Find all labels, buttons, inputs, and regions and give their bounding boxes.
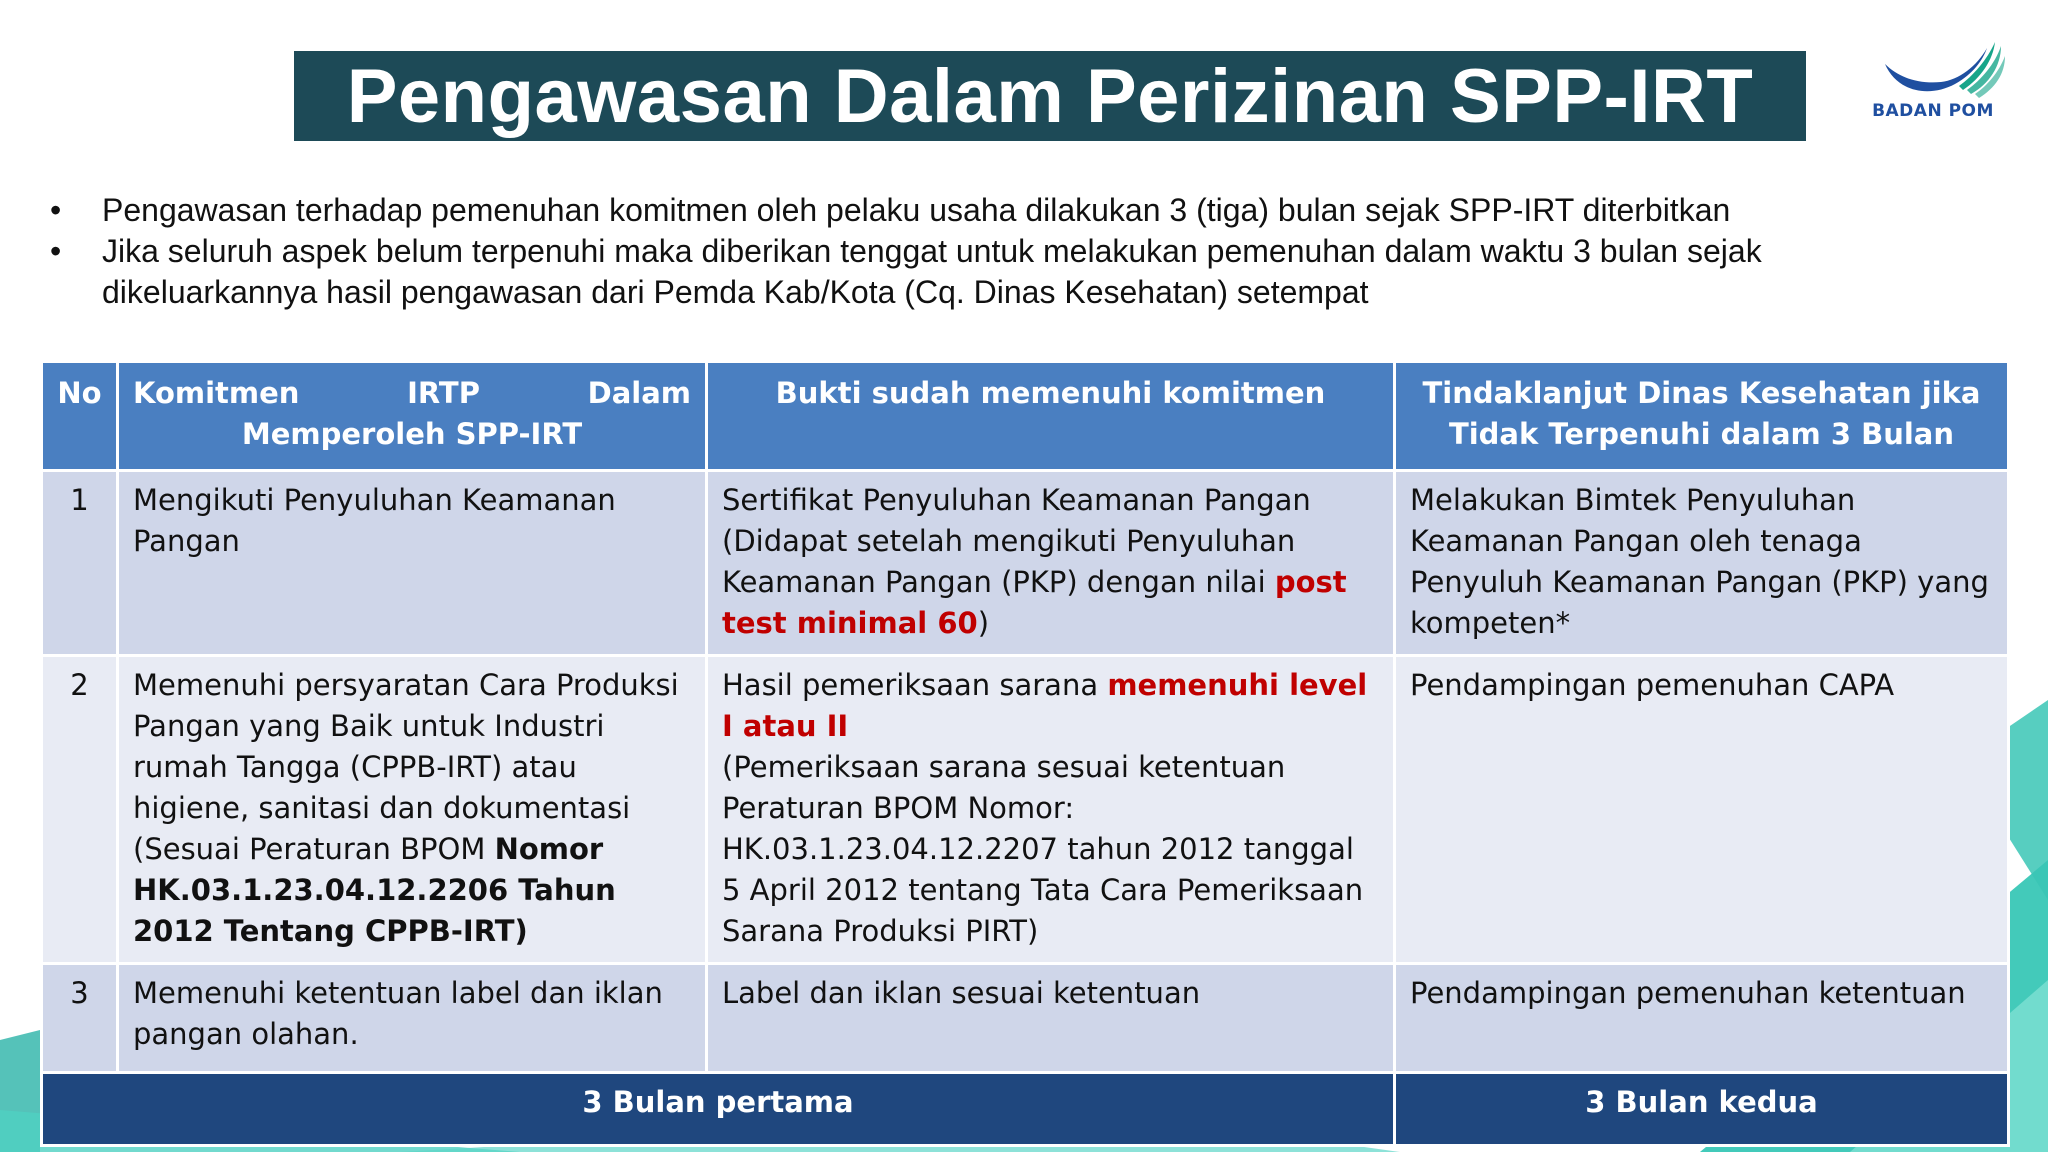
bullet-list: [50, 190, 1930, 313]
bullet-dot: •: [50, 192, 62, 228]
table-footer-row: [42, 1073, 2009, 1146]
footer-first-period: 3 Bulan pertama: [42, 1073, 1395, 1146]
bullet-text: Pengawasan terhadap pemenuhan komitmen oleh pelaku usaha dilakukan 3 (tiga) bulan sejak SPP-IRT diterbitkan: [102, 192, 1731, 228]
page-title: Pengawasan Dalam Perizinan SPP-IRT: [346, 53, 1754, 139]
header-tindaklanjut: Tindaklanjut Dinas Kesehatan jika Tidak Terpenuhi dalam 3 Bulan: [1395, 362, 2009, 471]
komitmen-cell: [118, 656, 707, 964]
bullet-dot: •: [50, 233, 62, 269]
bullet-text: Jika seluruh aspek belum terpenuhi maka diberikan tenggat untuk melakukan pemenuhan dalam waktu 3 bulan sejak dikeluarkannya hasil pengawasan dari Pemda Kab/Kota (Cq. Dinas Kesehatan) setempat: [102, 233, 1762, 310]
header-bukti: Bukti sudah memenuhi komitmen: [707, 362, 1395, 471]
komitmen-cell: Memenuhi ketentuan label dan iklan pangan olahan.: [118, 964, 707, 1073]
bukti-suffix: (Pemeriksaan sarana sesuai ketentuan Peraturan BPOM Nomor: HK.03.1.23.04.12.2207 tahun 2012 tanggal 5 April 2012 tentang Tata Cara Pemeriksaan Sarana Produksi PIRT): [722, 750, 1364, 948]
bullet-item: [50, 231, 1930, 313]
komitmen-bold: Nomor HK.03.1.23.04.12.2206 Tahun 2012 Tentang CPPB-IRT): [133, 832, 616, 948]
commitment-table: [40, 360, 2010, 1147]
bukti-text: Hasil pemeriksaan sarana: [722, 668, 1108, 702]
row-number: 1: [42, 471, 118, 656]
bukti-cell: [707, 656, 1395, 964]
footer-second-period: 3 Bulan kedua: [1395, 1073, 2009, 1146]
table-header-row: [42, 362, 2009, 471]
table-row: [42, 964, 2009, 1073]
bukti-cell: Label dan iklan sesuai ketentuan: [707, 964, 1395, 1073]
bukti-suffix: ): [977, 606, 990, 640]
tindaklanjut-cell: Melakukan Bimtek Penyuluhan Keamanan Pangan oleh tenaga Penyuluh Keamanan Pangan (PKP) yang kompeten*: [1395, 471, 2009, 656]
tindaklanjut-cell: Pendampingan pemenuhan ketentuan: [1395, 964, 2009, 1073]
title-bar: [294, 51, 1806, 141]
komitmen-cell: Mengikuti Penyuluhan Keamanan Pangan: [118, 471, 707, 656]
bukti-highlight: post test minimal 60: [722, 565, 1347, 640]
row-number: 2: [42, 656, 118, 964]
bukti-text: Sertifikat Penyuluhan Keamanan Pangan (Didapat setelah mengikuti Penyuluhan Keamanan Pangan (PKP) dengan nilai: [722, 483, 1311, 599]
table-row: [42, 471, 2009, 656]
table-row: [42, 656, 2009, 964]
bukti-cell: [707, 471, 1395, 656]
row-number: 3: [42, 964, 118, 1073]
logo-text: BADAN POM: [1872, 101, 1994, 121]
bullet-item: [50, 190, 1930, 231]
tindaklanjut-cell: Pendampingan pemenuhan CAPA: [1395, 656, 2009, 964]
header-no: No: [42, 362, 118, 471]
komitmen-text: Memenuhi persyaratan Cara Produksi Pangan yang Baik untuk Industri rumah Tangga (CPPB-IRT) atau higiene, sanitasi dan dokumentasi (Sesuai Peraturan BPOM: [133, 668, 679, 866]
header-komitmen: Komitmen IRTP Dalam Memperoleh SPP-IRT: [118, 362, 707, 471]
bukti-highlight: memenuhi level I atau II: [722, 668, 1368, 743]
